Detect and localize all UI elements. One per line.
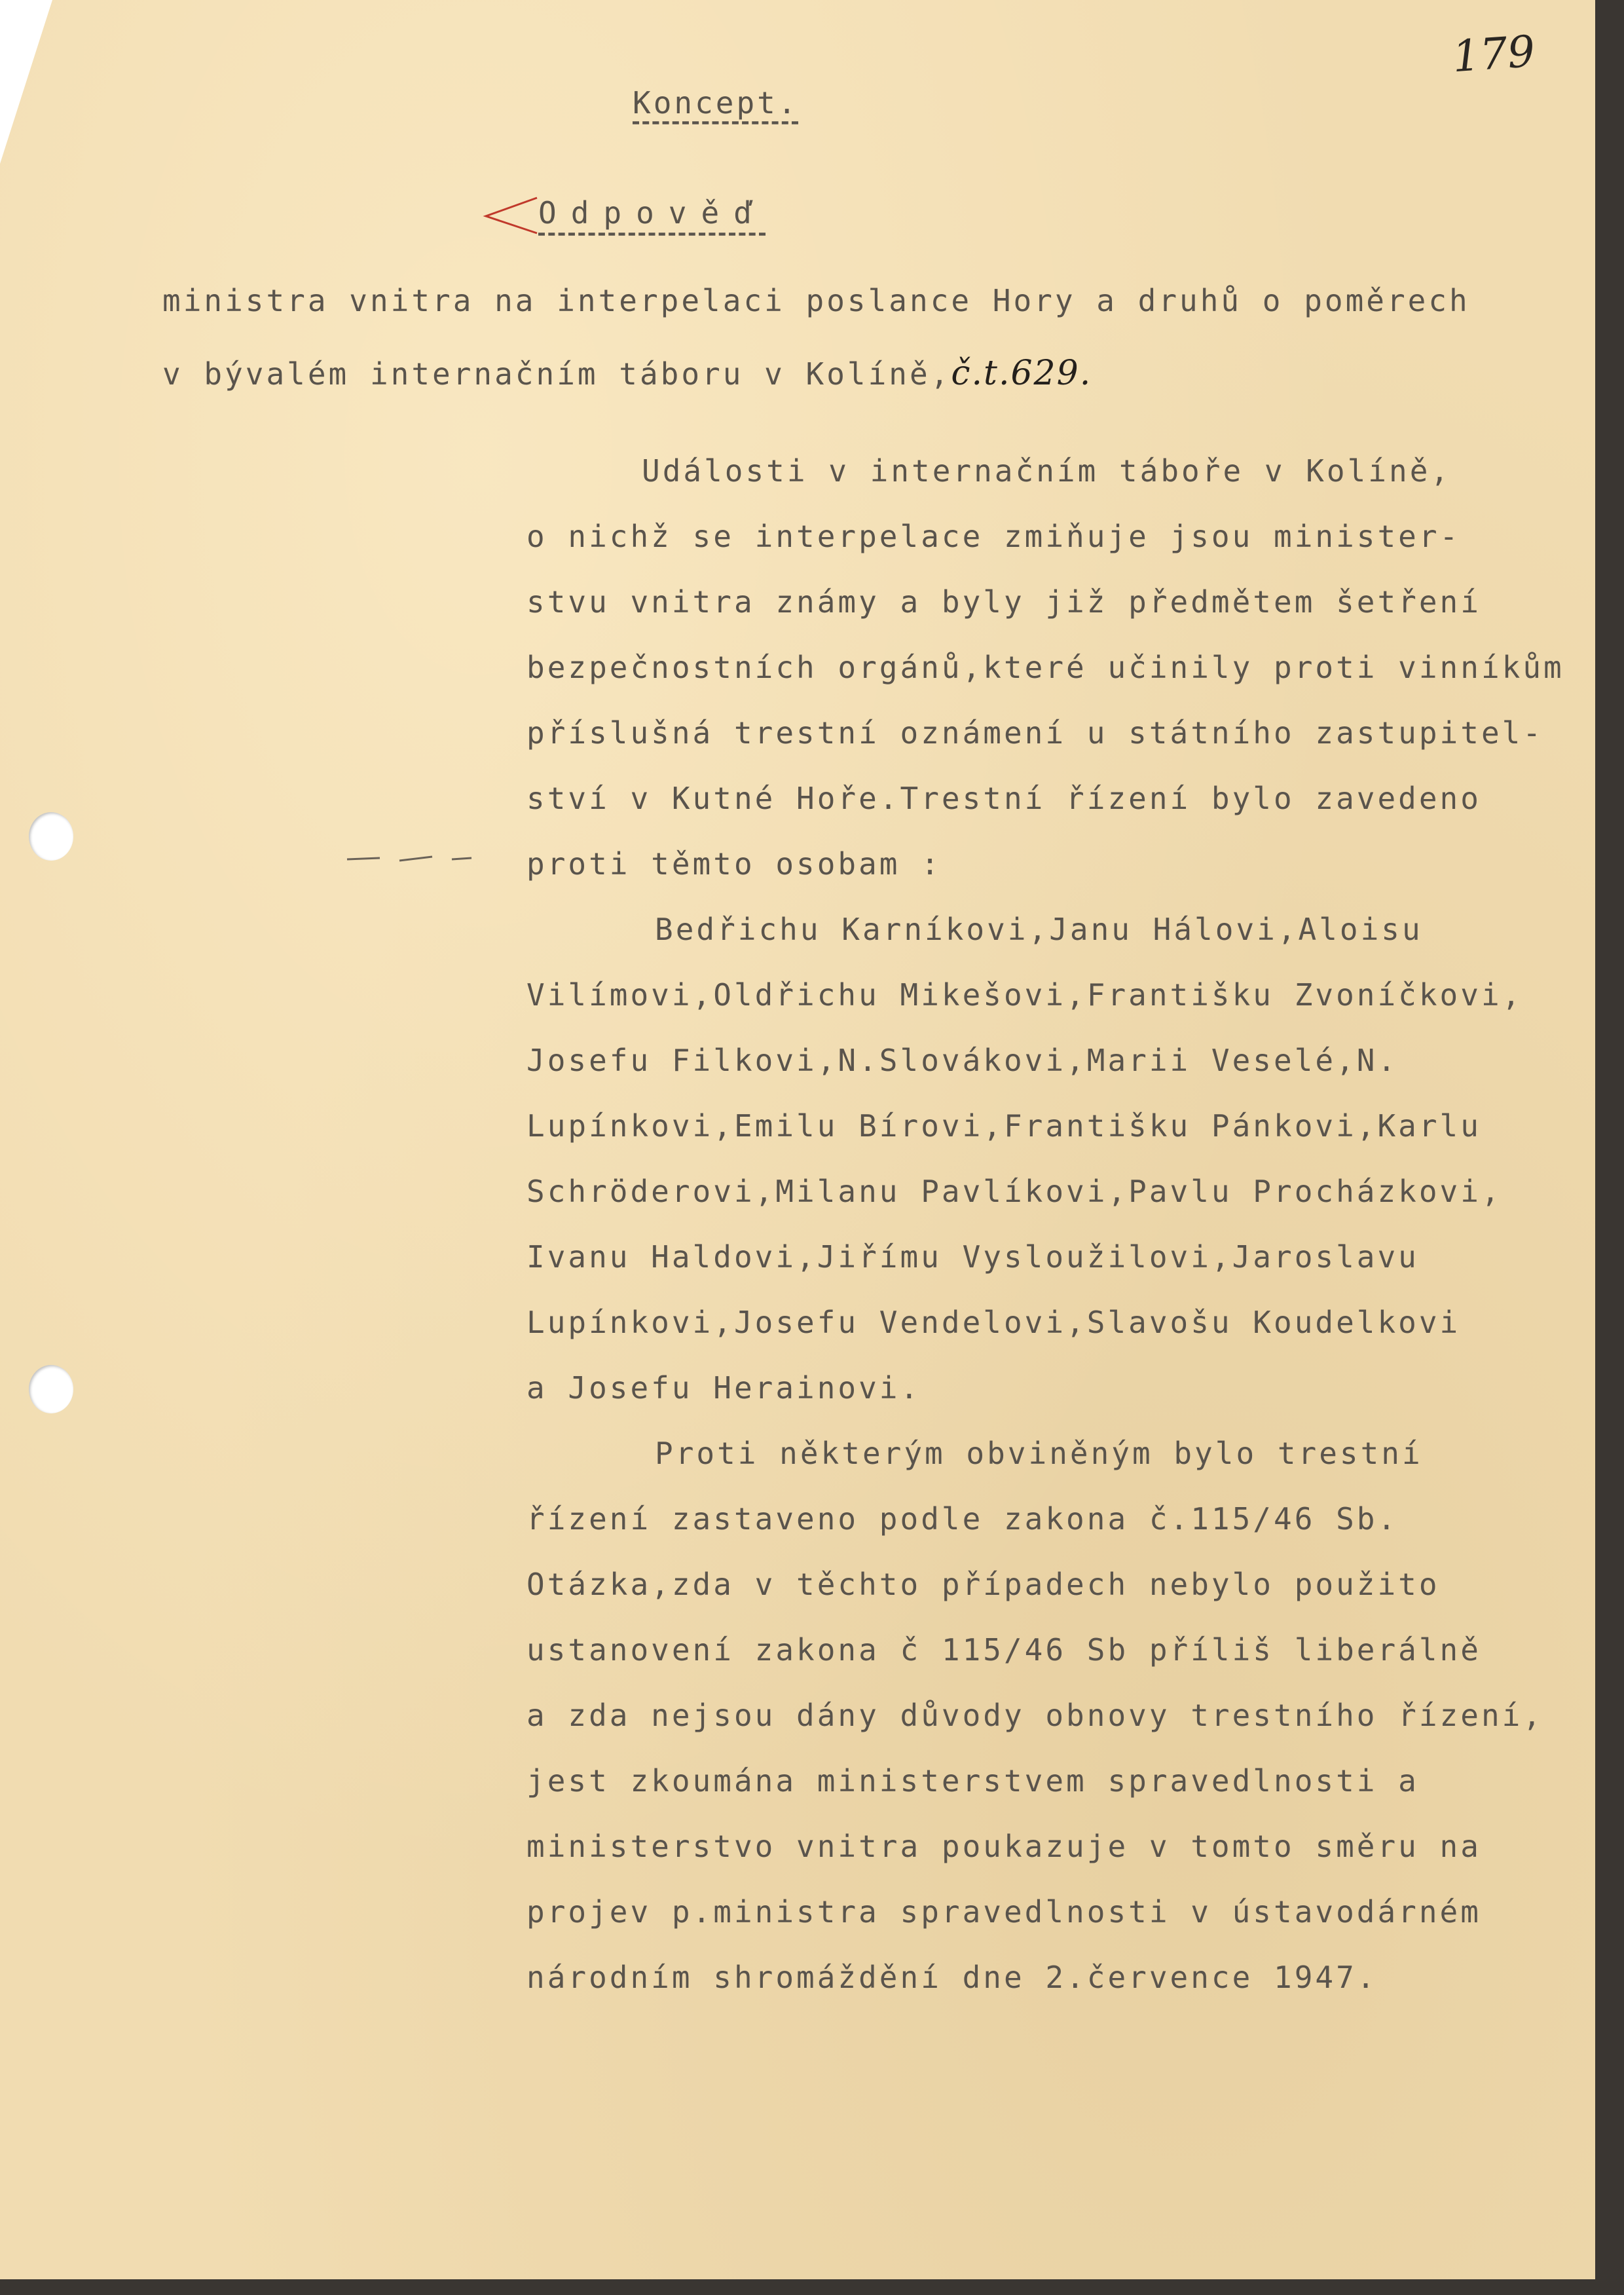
paragraph-3-line-4: ustanovení zakona č 115/46 Sb příliš liberálně [526,1632,1481,1668]
paragraph-2-line-2: Vilímovi,Oldřichu Mikešovi,Františku Zvoníčkovi, [526,977,1523,1013]
torn-corner [0,0,52,164]
paragraph-2-line-4: Lupínkovi,Emilu Bírovi,Františku Pánkovi,Karlu [526,1108,1481,1144]
punch-hole-lower [29,1365,73,1413]
subtitle-line-1: ministra vnitra na interpelaci poslance Hory a druhů o poměrech [162,283,1470,318]
pen-bracket-mark [482,194,538,236]
paragraph-2-line-6: Ivanu Haldovi,Jiřímu Vysloužilovi,Jaroslavu [526,1239,1419,1275]
paragraph-2-line-5: Schröderovi,Milanu Pavlíkovi,Pavlu Procházkovi, [526,1174,1502,1209]
paragraph-3-line-7: ministerstvo vnitra poukazuje v tomto směru na [526,1829,1481,1864]
paragraph-3-line-9: národním shromáždění dne 2.července 1947. [526,1960,1378,1995]
paragraph-3-line-2: řízení zastaveno podle zakona č.115/46 Sb. [526,1501,1399,1537]
paragraph-2-line-7: Lupínkovi,Josefu Vendelovi,Slavošu Koudelkovi [526,1305,1461,1340]
paragraph-2-line-1: Bedřichu Karníkovi,Janu Hálovi,Aloisu [655,912,1423,947]
handwritten-reference: č.t.629. [951,354,1092,393]
subtitle-line-2 [162,354,1092,393]
paragraph-3-line-3: Otázka,zda v těchto případech nebylo použito [526,1567,1440,1602]
paragraph-3-line-8: projev p.ministra spravedlnosti v ústavodárném [526,1894,1481,1930]
punch-hole-upper [29,812,73,861]
paragraph-2-line-3: Josefu Filkovi,N.Slovákovi,Marii Veselé,N. [526,1043,1399,1078]
paragraph-1-line-7: proti těmto osobam : [526,846,942,882]
paragraph-1-line-4: bezpečnostních orgánů,které učinily proti vinníkům [526,650,1564,685]
paragraph-3-line-1: Proti některým obviněným bylo trestní [655,1436,1423,1471]
heading-concept: Koncept. [633,85,799,121]
heading-answer: Odpověď [538,195,766,231]
page-number: 179 [1450,26,1537,83]
paragraph-2-line-8: a Josefu Herainovi. [526,1370,921,1406]
paragraph-3-line-5: a zda nejsou dány důvody obnovy trestního řízení, [526,1698,1544,1733]
paragraph-1-line-6: ství v Kutné Hoře.Trestní řízení bylo zavedeno [526,781,1481,816]
margin-pencil-mark [341,849,537,868]
paragraph-3-line-6: jest zkoumána ministerstvem spravedlnosti a [526,1763,1419,1799]
paragraph-1-line-2: o nichž se interpelace zmiňuje jsou minister- [526,519,1461,554]
paragraph-1-line-5: příslušná trestní oznámení u státního zastupitel- [526,715,1544,751]
paragraph-1-line-1: Události v internačním táboře v Kolíně, [642,453,1452,489]
paragraph-1-line-3: stvu vnitra známy a byly již předmětem šetření [526,584,1481,620]
subtitle-line-2-typed: v bývalém internačním táboru v Kolíně, [162,356,951,392]
